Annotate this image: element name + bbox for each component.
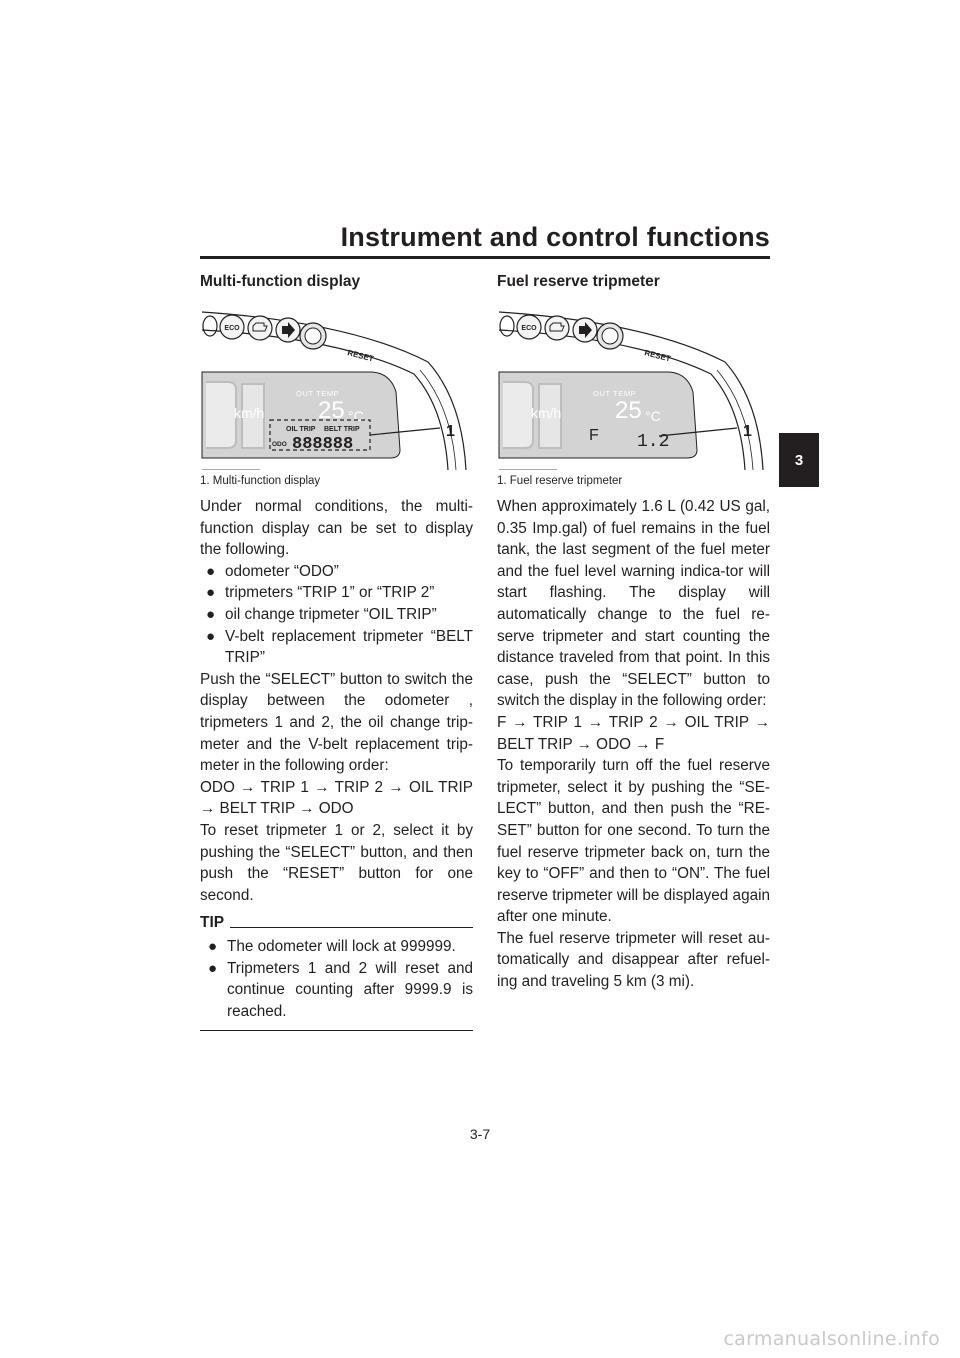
right-column <box>497 270 770 993</box>
tip-item: ● The odometer will lock at 999999. <box>200 936 473 958</box>
svg-text:F: F <box>589 427 599 444</box>
figure-caption: 1. Fuel reserve tripmeter <box>497 475 623 487</box>
multi-function-display-figure <box>200 300 473 470</box>
bullet-icon: ● <box>206 562 216 580</box>
list-item: ● tripmeters “TRIP 1” or “TRIP 2” <box>200 582 473 604</box>
display-order: F → TRIP 1 → TRIP 2 → OIL TRIP → BELT TRIP → ODO → F <box>497 713 770 753</box>
svg-text:ODO: ODO <box>272 441 287 448</box>
tip-item: ● Tripmeters 1 and 2 will reset and continue counting after 9999.9 is reached. <box>208 959 473 1021</box>
tip-label: TIP <box>200 914 225 932</box>
callout-number: 1 <box>743 423 752 440</box>
section-heading-multi-function-display: Multi-function display <box>200 273 361 290</box>
svg-text:888888: 888888 <box>292 435 354 454</box>
svg-text:25: 25 <box>318 397 345 424</box>
figure-caption: 1. Multi-function display <box>200 475 321 487</box>
header-rule <box>200 256 770 259</box>
left-column <box>200 270 473 1031</box>
svg-text:RESET: RESET <box>643 348 672 364</box>
svg-text:km/h: km/h <box>234 405 265 421</box>
instrument-panel-illustration <box>200 300 473 470</box>
page-title: Instrument and control functions <box>340 222 770 252</box>
svg-text:ECO: ECO <box>521 325 537 332</box>
svg-text:OIL TRIP: OIL TRIP <box>286 426 316 433</box>
svg-text:25: 25 <box>615 397 642 424</box>
engine-warning-icon <box>545 316 569 340</box>
bullet-icon: ● <box>206 605 216 623</box>
paragraph-reset: To reset tripmeter 1 or 2, select it by pushing the “SELECT” button, and then push the “RESET” button for one second. <box>200 821 473 904</box>
list-item: ● V-belt replacement tripmeter “BELT TRIP” <box>206 627 473 667</box>
bullet-icon: ● <box>208 938 218 956</box>
section-heading-fuel-reserve-tripmeter: Fuel reserve tripmeter <box>497 273 660 290</box>
instrument-panel-illustration <box>497 300 770 470</box>
tip-box <box>200 914 473 1030</box>
chapter-tab: 3 <box>779 433 819 487</box>
bullet-icon: ● <box>208 959 218 977</box>
svg-text:RESET: RESET <box>346 348 375 364</box>
svg-text:°C: °C <box>645 408 661 424</box>
bullet-icon: ● <box>206 627 216 645</box>
engine-warning-icon <box>248 316 272 340</box>
fuel-reserve-tripmeter-figure <box>497 300 770 470</box>
svg-text:BELT TRIP: BELT TRIP <box>324 426 360 433</box>
bullet-icon: ● <box>206 584 216 602</box>
svg-text:OUT TEMP: OUT TEMP <box>296 389 340 398</box>
svg-text:OUT TEMP: OUT TEMP <box>593 389 637 398</box>
list-item: ● oil change tripmeter “OIL TRIP” <box>200 604 473 626</box>
svg-text:1.2: 1.2 <box>637 432 670 452</box>
paragraph-fuel-warning: When approximately 1.6 L (0.42 US gal, 0.35 Imp.gal) of fuel remains in the fuel tank, the last segment of the fuel meter and the fuel level warning indica-tor will start flashing. The display will automatically change to the fuel re-serve tripmeter and start counting the distance traveled from that point. In this case, push the “SELECT” button to switch the display in the following order: <box>497 498 770 710</box>
paragraph-turn-off: To temporarily turn off the fuel reserve tripmeter, select it by pushing the “SE-LECT” button, and then push the “RE-SET” button for one second. To turn the fuel reserve tripmeter back on, turn the key to “OFF” and then to “ON”. The fuel reserve tripmeter will be displayed again after one minute. <box>497 757 770 926</box>
svg-text:°C: °C <box>348 408 364 424</box>
display-order: ODO → TRIP 1 → TRIP 2 → OIL TRIP → BELT TRIP → ODO <box>200 778 473 818</box>
watermark: carmanualsonline.info <box>723 1328 940 1350</box>
list-item: ● odometer “ODO” <box>200 561 473 583</box>
callout-number: 1 <box>446 423 455 440</box>
svg-text:ECO: ECO <box>224 325 240 332</box>
page-number: 3-7 <box>469 1126 491 1142</box>
paragraph-auto-reset: The fuel reserve tripmeter will reset au-tomatically and disappear after refuel-ing and traveling 5 km (3 mi). <box>497 929 770 991</box>
display-modes-list <box>200 561 473 669</box>
paragraph-select: Push the “SELECT” button to switch the display between the odometer , tripmeters 1 and 2, the oil change trip-meter and the V-belt replacement trip-meter in the following order: <box>200 670 473 775</box>
svg-text:km/h: km/h <box>531 405 562 421</box>
paragraph-intro: Under normal conditions, the multi-function display can be set to display the following. <box>200 498 473 559</box>
